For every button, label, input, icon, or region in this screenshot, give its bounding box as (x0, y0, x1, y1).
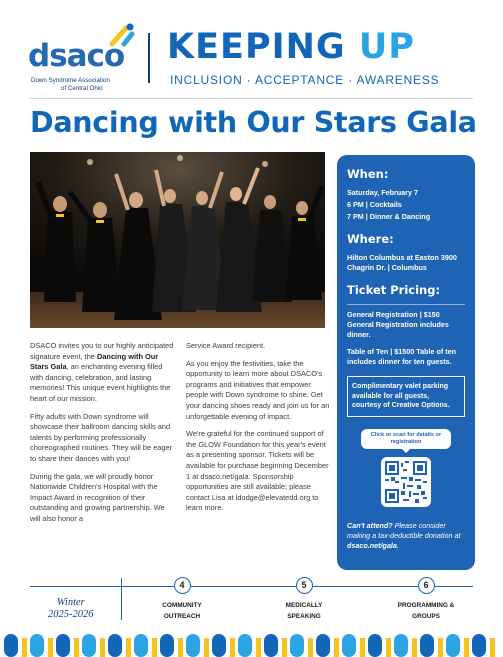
valet-notice: Complimentary valet parking available for all guests, courtesy of Creative Options. (347, 376, 465, 417)
article-paragraph-4: Service Award recipient. (186, 341, 266, 350)
title-keeping: KEEPING (167, 27, 346, 67)
article-paragraph-1 (30, 341, 175, 405)
logo-sub-line-2: of Central Ohio (61, 85, 103, 92)
cant-attend-label: Can't attend? (347, 520, 393, 530)
newsletter-title (167, 27, 415, 67)
season-years: 2025-2026 (48, 609, 94, 620)
logo-sub-line-1: Down Syndrome Association (31, 77, 110, 84)
header-divider (148, 33, 150, 83)
footer-divider (121, 578, 122, 620)
toc-page-number: 4 (174, 577, 191, 594)
ticket-divider-top (347, 304, 465, 305)
dancers-image (30, 152, 325, 328)
gala-photo (30, 152, 325, 328)
registration-qr-code[interactable] (381, 457, 431, 507)
title-rule (30, 98, 473, 99)
logo-subtitle (31, 77, 110, 93)
p1-rest: , an enchanting evening filled with dancing, celebration, and lasting memories! This unique event highlights the heart of our mission. (30, 362, 171, 403)
toc-item-programming-groups[interactable] (386, 577, 466, 622)
article-column-left (30, 341, 175, 532)
decorative-border-strip (0, 630, 503, 657)
toc-page-number: 5 (296, 577, 313, 594)
article-column-middle (186, 341, 331, 521)
toc-page-number: 6 (418, 577, 435, 594)
tagline: INCLUSION · ACCEPTANCE · AWARENESS (170, 73, 440, 87)
issue-season (48, 597, 94, 621)
cant-attend-end: . (396, 540, 399, 550)
logo-swoosh-icon (106, 22, 136, 52)
article-paragraph-5: As you enjoy the festivities, take the opportunity to learn more about DSACO's programs and initiatives that empower people with Down syndrome to shine. Get your dancing shoes ready and join us for an unforgettable evening of impact. (186, 358, 330, 421)
page-title: Dancing with Our Stars Gala (30, 106, 477, 139)
donation-link[interactable]: dsaco.net/gala (347, 540, 397, 550)
cant-attend-text: Please consider making a tax-deductible donation at (347, 520, 461, 540)
qr-code-icon (385, 461, 427, 503)
dsaco-logo (28, 22, 138, 92)
when-dinner: 7 PM | Dinner & Dancing (347, 212, 431, 221)
logo-wordmark: dsaco (28, 38, 125, 74)
ticket-table: Table of Ten | $1500 Table of ten includes dinner for ten guests. (347, 347, 457, 366)
where-heading: Where: (347, 232, 394, 246)
scan-callout[interactable]: Click or scan for details or registration (361, 429, 451, 449)
p1-intro: DSACO invites you to our highly anticipated signature event, the (30, 341, 174, 361)
when-cocktails: 6 PM | Cocktails (347, 200, 402, 209)
toc-item-community-outreach[interactable] (142, 577, 222, 622)
article-paragraph-2: Fifty adults with Down syndrome will showcase their ballroom dancing skills and talents by performing professionally choreographed routines. They will be eager to share their dances with you! (30, 411, 173, 463)
article-paragraph-3: During the gala, we will proudly honor Nationwide Children's Hospital with the Impact Award in recognition of their outstanding and growing partnership. We will also honor a (30, 471, 165, 523)
article-paragraph-6: We're grateful for the continued support of the GLOW Foundation for this year's event as a presenting sponsor. Tickets will be available for purchase beginning December 1 at dsaco.net/gala. Sponsorship opportunities are still available; please contact Lisa at ldodge@elevatedd.org to learn more. (186, 429, 329, 513)
season-label: Winter (56, 597, 85, 608)
toc-item-medically-speaking[interactable] (264, 577, 344, 622)
toc-label: MEDICALLY SPEAKING (285, 602, 323, 620)
where-text: Hilton Columbus at Easton 3900 Chagrin Dr. | Columbus (347, 253, 457, 272)
when-heading: When: (347, 167, 389, 181)
when-date: Saturday, February 7 (347, 188, 418, 197)
toc-label: PROGRAMMING & GROUPS (397, 602, 455, 620)
ticket-heading: Ticket Pricing: (347, 283, 441, 297)
toc-label: COMMUNITY OUTREACH (162, 602, 202, 620)
event-details-sidebar (337, 155, 475, 570)
donation-note (347, 521, 465, 551)
title-up: UP (358, 27, 415, 67)
p1-event-name: Dancing with Our Stars Gala (30, 351, 159, 372)
ticket-general: General Registration | $150 General Registration includes dinner. (347, 310, 449, 339)
